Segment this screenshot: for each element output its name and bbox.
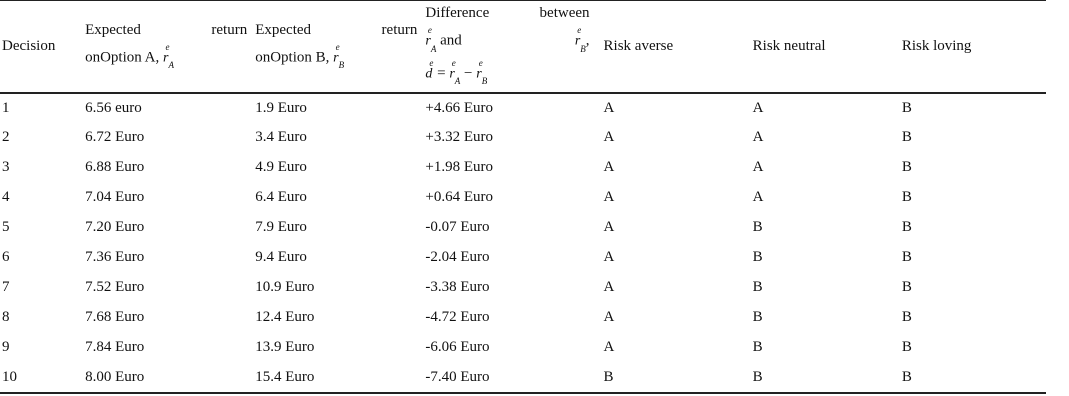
table-row [0,183,1046,213]
symbol-r-a-e: $r^e_A$ [449,57,461,87]
header-difference-line1: Difference between [425,5,590,22]
cell-difference: +4.66 Euro [425,99,493,116]
table-body [0,93,1046,393]
cell-option-b: 4.9 Euro [255,159,307,175]
cell-difference: -3.38 Euro [425,279,490,295]
cell-risk-loving: B [901,99,912,116]
table-row [0,363,1046,393]
cell-risk-neutral: B [749,363,898,393]
cell-option-a: 6.72 Euro [85,129,145,145]
cell-difference: +3.32 Euro [425,129,493,145]
cell-option-a: 7.04 Euro [85,189,145,205]
header-option-b-line2: onOption B, $r^e_B$ [255,42,417,74]
cell-risk-averse: A [603,99,615,116]
cell-risk-averse: A [603,129,615,145]
cell-risk-neutral: B [752,219,763,235]
header-difference [421,1,593,93]
cell-option-b: 13.9 Euro [255,339,315,355]
cell-risk-averse: A [603,249,615,265]
table-row [0,333,1046,363]
cell-decision: 2 [2,129,10,145]
header-risk-loving: Risk loving [898,1,1046,93]
cell-option-a: 7.20 Euro [85,219,145,235]
cell-risk-neutral: A [752,159,764,175]
table-row [0,93,1046,123]
cell-risk-averse: A [603,339,615,355]
symbol-r-b-e: $r^e_B$ [574,25,586,54]
header-option-b [251,1,421,93]
cell-decision: 10 [0,363,81,393]
table-row [0,213,1046,243]
header-difference-line2: $r^e_A$ and $r^e_B$, [425,25,589,57]
cell-decision: 3 [2,159,10,175]
cell-risk-neutral: A [752,99,764,116]
cell-option-b: 7.9 Euro [255,219,307,235]
cell-risk-neutral: A [752,189,764,205]
header-option-a [81,1,251,93]
cell-option-a: 7.52 Euro [85,279,145,295]
cell-risk-loving: B [901,309,912,325]
symbol-d-e: $d^e$ [425,57,434,82]
header-risk-averse: Risk averse [594,1,749,93]
cell-risk-neutral: B [752,339,763,355]
cell-decision: 1 [2,99,10,116]
cell-option-a: 7.84 Euro [85,339,145,355]
cell-option-a: 7.36 Euro [85,249,145,265]
cell-risk-neutral: A [752,129,764,145]
table-header [0,1,1046,93]
header-row [0,1,1046,93]
header-decision: Decision [0,1,81,93]
header-option-a-line1: Expected return [85,21,248,38]
symbol-r-b-e: $r^e_B$ [333,41,345,70]
cell-risk-loving: B [901,219,912,235]
cell-difference: -2.04 Euro [425,249,490,265]
header-option-a-line2: onOption A, $r^e_A$ [85,42,247,74]
cell-difference: +1.98 Euro [425,159,493,175]
cell-option-b: 15.4 Euro [251,363,421,393]
cell-decision: 4 [2,189,10,205]
cell-risk-averse: A [603,279,615,295]
cell-risk-neutral: B [752,309,763,325]
symbol-r-a-e: $r^e_A$ [425,25,437,54]
cell-risk-neutral: B [752,249,763,265]
cell-risk-loving: B [898,363,1046,393]
cell-risk-averse: A [603,309,615,325]
header-difference-formula: $d^e = r^e_A - r^e_B$ [425,58,589,90]
cell-decision: 5 [2,219,10,235]
cell-risk-averse: A [603,219,615,235]
header-risk-neutral: Risk neutral [749,1,898,93]
cell-risk-loving: B [901,249,912,265]
table-row [0,303,1046,333]
cell-risk-averse: A [603,159,615,175]
cell-risk-loving: B [901,339,912,355]
cell-risk-averse: B [594,363,749,393]
cell-difference: -6.06 Euro [425,339,490,355]
cell-risk-loving: B [901,129,912,145]
cell-option-b: 1.9 Euro [255,99,307,116]
cell-risk-averse: A [603,189,615,205]
cell-option-b: 9.4 Euro [255,249,307,265]
cell-option-a: 8.00 Euro [81,363,251,393]
header-option-b-line1: Expected return [255,21,418,38]
cell-decision: 9 [2,339,10,355]
cell-difference: -4.72 Euro [425,309,490,325]
cell-option-a: 6.56 euro [85,99,142,116]
cell-risk-neutral: B [752,279,763,295]
cell-risk-loving: B [901,159,912,175]
symbol-r-b-e: $r^e_B$ [476,57,488,87]
cell-decision: 7 [2,279,10,295]
symbol-r-a-e: $r^e_A$ [163,41,174,70]
cell-option-a: 6.88 Euro [85,159,145,175]
cell-option-b: 3.4 Euro [255,129,307,145]
cell-risk-loving: B [901,279,912,295]
cell-difference: -7.40 Euro [421,363,593,393]
cell-option-b: 6.4 Euro [255,189,307,205]
cell-option-b: 12.4 Euro [255,309,315,325]
table-row [0,153,1046,183]
table-row [0,243,1046,273]
cell-difference: +0.64 Euro [425,189,493,205]
cell-decision: 8 [2,309,10,325]
cell-option-a: 7.68 Euro [85,309,145,325]
cell-option-b: 10.9 Euro [255,279,315,295]
cell-risk-loving: B [901,189,912,205]
table-row [0,273,1046,303]
cell-decision: 6 [2,249,10,265]
cell-difference: -0.07 Euro [425,219,490,235]
table-row [0,123,1046,153]
